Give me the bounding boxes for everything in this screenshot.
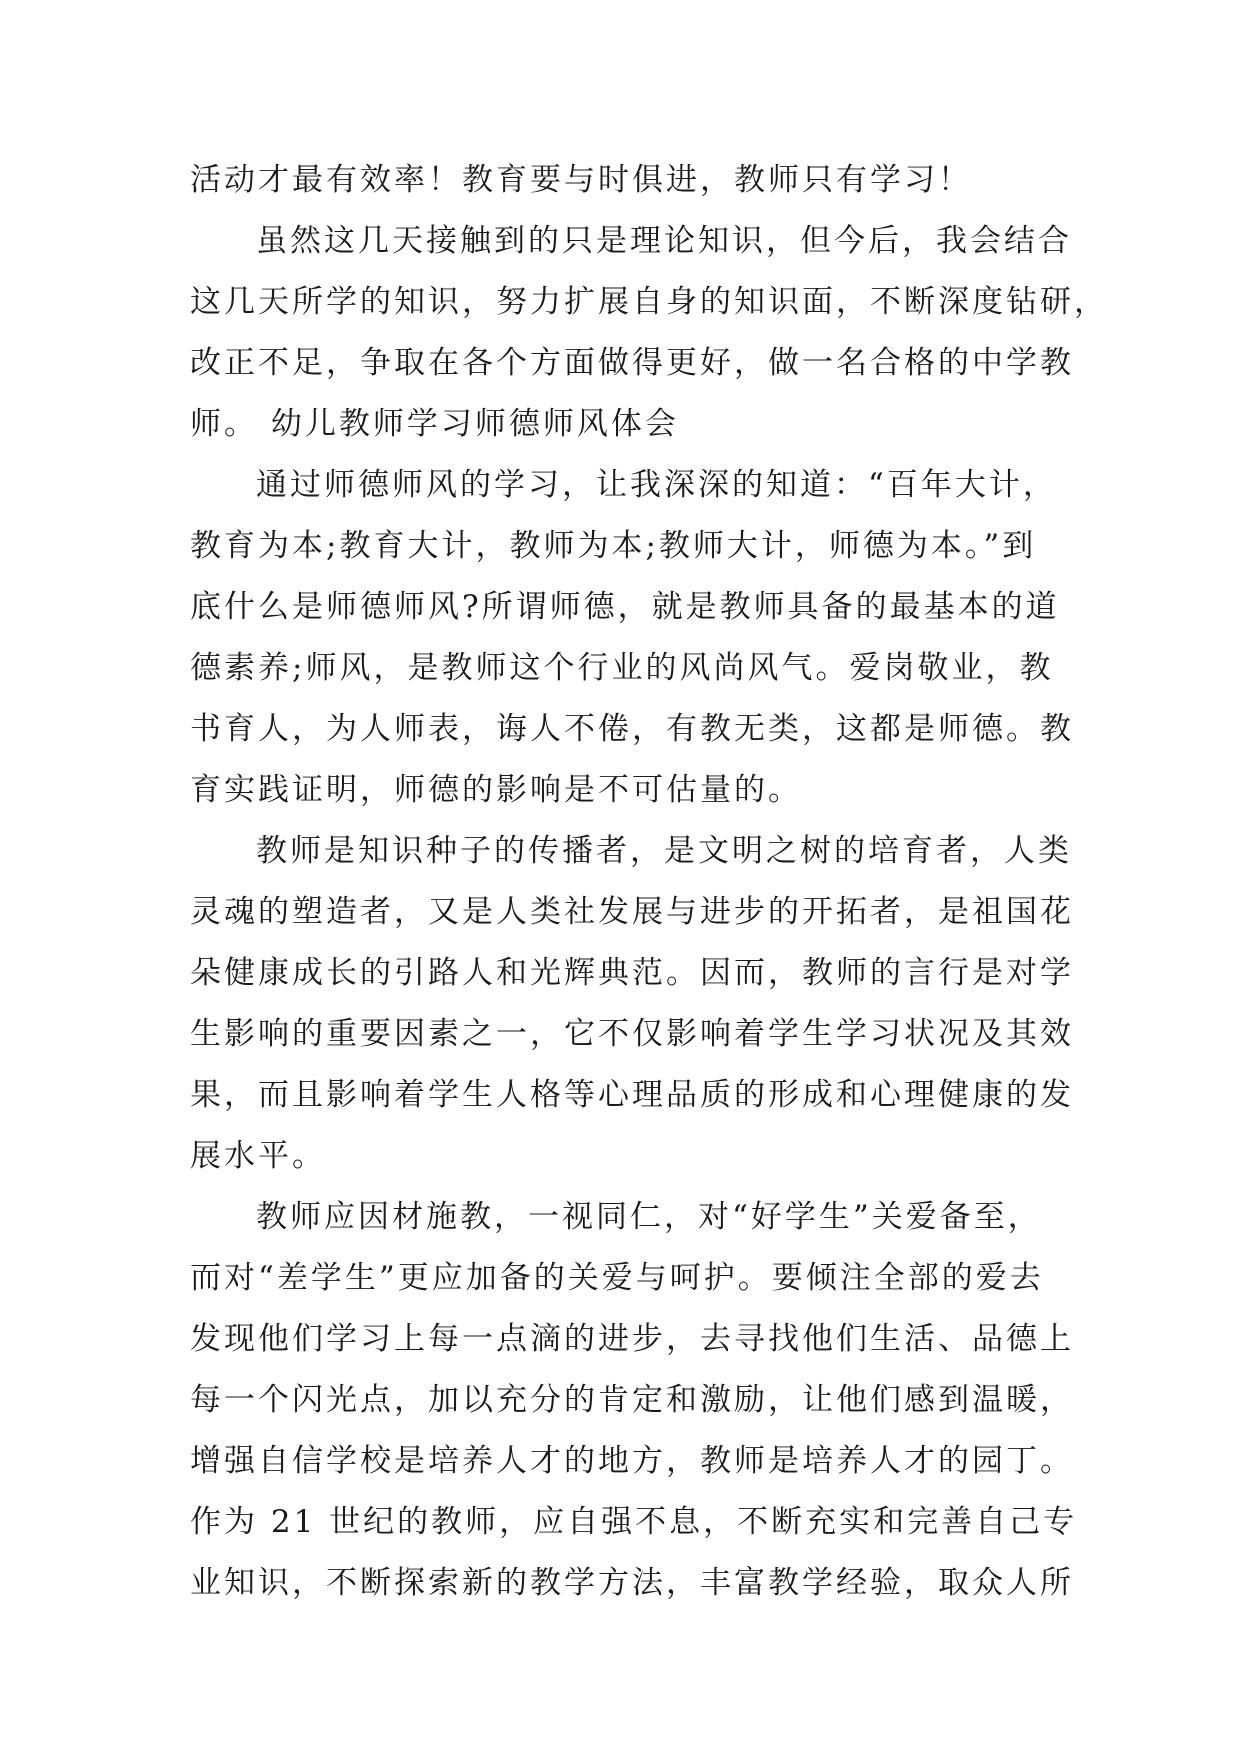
text-line: 增强自信学校是培养人才的地方，教师是培养人才的园丁。: [190, 1443, 1074, 1479]
text-line: 活动才最有效率！教育要与时俱进，教师只有学习！: [190, 162, 972, 198]
text-line: 师。 幼儿教师学习师德师风体会: [190, 406, 679, 442]
text-line: 育实践证明，师德的影响是不可估量的。: [190, 772, 802, 808]
text-line: 改正不足，争取在各个方面做得更好，做一名合格的中学教: [190, 345, 1074, 381]
text-line: 朵健康成长的引路人和光辉典范。因而，教师的言行是对学: [190, 955, 1074, 991]
text-line: 德素养;师风，是教师这个行业的风尚风气。爱岗敬业，教: [190, 650, 1054, 686]
text-line: 书育人，为人师表，诲人不倦，有教无类，这都是师德。教: [190, 711, 1074, 747]
text-line: 底什么是师德师风?所谓师德，就是教师具备的最基本的道: [190, 589, 1060, 625]
text-line: 通过师德师风的学习，让我深深的知道：“百年大计，: [256, 467, 1057, 503]
text-line: 展水平。: [190, 1138, 326, 1174]
text-line: 每一个闪光点，加以充分的肯定和激励，让他们感到温暖，: [190, 1382, 1074, 1418]
text-line: 果，而且影响着学生人格等心理品质的形成和心理健康的发: [190, 1077, 1074, 1113]
text-line: 业知识，不断探索新的教学方法，丰富教学经验，取众人所: [190, 1565, 1074, 1601]
text-line: 发现他们学习上每一点滴的进步，去寻找他们生活、品德上: [190, 1321, 1074, 1357]
text-line: 而对“差学生”更应加备的关爱与呵护。要倾注全部的爱去: [190, 1260, 1044, 1296]
text-line: 灵魂的塑造者，又是人类社发展与进步的开拓者，是祖国花: [190, 894, 1074, 930]
text-line: 教育为本;教育大计，教师为本;教师大计，师德为本。”到: [190, 528, 1037, 564]
text-line: 这几天所学的知识，努力扩展自身的知识面，不断深度钻研，: [190, 284, 1108, 320]
body-text: [190, 150, 1108, 1614]
text-line: 教师是知识种子的传播者，是文明之树的培育者，人类: [256, 833, 1072, 869]
text-line: 作为 21 世纪的教师，应自强不息，不断充实和完善自己专: [190, 1504, 1078, 1540]
text-line: 教师应因材施教，一视同仁，对“好学生”关爱备至，: [256, 1199, 1042, 1235]
text-line: 生影响的重要因素之一，它不仅影响着学生学习状况及其效: [190, 1016, 1074, 1052]
text-line: 虽然这几天接触到的只是理论知识，但今后，我会结合: [256, 223, 1072, 259]
